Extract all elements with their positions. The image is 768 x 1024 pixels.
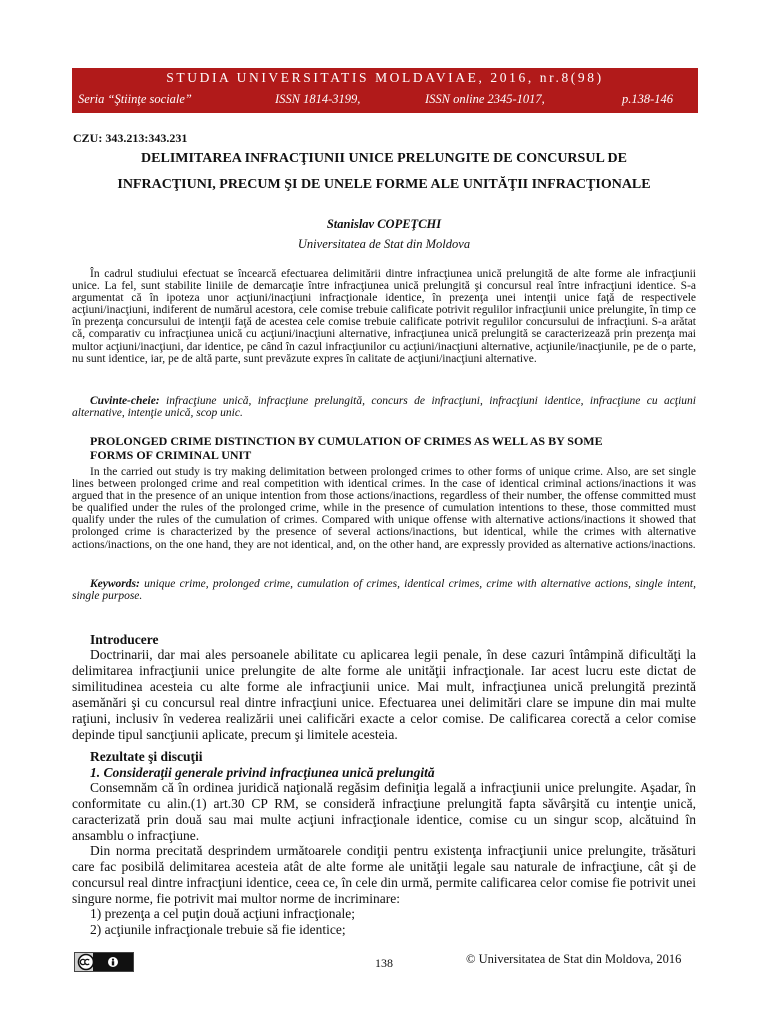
copyright-notice: © Universitatea de Stat din Moldova, 2016 — [466, 952, 682, 966]
keywords-ro-label: Cuvinte-cheie: — [90, 395, 160, 407]
list-item: 2) acţiunile infracţionale trebuie să fie identice; — [90, 922, 346, 937]
abstract-ro: În cadrul studiului efectuat se încearcă efectuarea delimitării dintre infracţiunea unică prelungită de alte forme ale infracţiunii unice. La fel, sunt stabilite liniile de demarcaţie între infracţiunea unică prelungită şi concursul real între infracţiuni identice. S-a argumentat că în ipoteza unor acţiuni/inacţiuni infracţionale identice, în prezenţa unei intenţii unice faţă de respectivele acţiuni/inacţiuni, indiferent de numărul acestora, cele comise trebuie calificate potrivit regulilor infracţiunii unice prelungite, în timp ce în prezenţa concursului de intenţii faţă de acestea cele comise trebuie calificate potrivit regulilor concursului de infracţiuni. S-a arătat că, comparativ cu infracţiunea unică cu acţiuni/inacţiuni alternative, infracţiunea unică prelungită se caracterizează prin prezenţa mai multor acţiuni/inacţiuni, dar identice, pe când în cazul infracţiunilor cu acţiuni/inacţiuni alternative, acţiunile/inacţiunile, pe de o parte, nu sunt identice, iar, pe de altă parte, sunt prevăzute expres în calitate de acţiuni/inacţiuni alternative. — [72, 268, 696, 365]
keywords-ro-text: infracţiune unică, infracţiune prelungită, concurs de infracţiuni, infracţiuni identice, infracţiune cu acţiuni alternative, intenţie unică, scop unic. — [72, 395, 696, 420]
keywords-en-label: Keywords: — [90, 578, 140, 590]
title-en-line-2: FORMS OF CRIMINAL UNIT — [90, 448, 252, 462]
abstract-en: In the carried out study is try making delimitation between prolonged crimes to other forms of unique crime. Also, are set single lines between prolonged crime and real competition with identical crimes. In the case of identical criminal actions/inactions it was argued that in the presence of an unique intention from those actions/inactions, regardless of their number, the offense committed must be qualified under the rules of the prolonged crime, while in the presence of cumulation intentions to these, those committed must qualify under the rules of the cumulation of crimes. Compared with unique offense with alternative actions/inactions it showed that prolonged crime is characterized by the presence of several actions/inactions, but identical, while the crimes with alternative actions/inactions, on the one hand, they are not identical, and, on the other hand, are expressly provided as alternative actions/inactions. — [72, 466, 696, 551]
journal-header-banner — [72, 68, 698, 113]
keywords-en — [72, 578, 696, 602]
issn-label: ISSN 1814-3199, — [275, 92, 361, 106]
intro-heading: Introducere — [90, 632, 159, 647]
journal-title: STUDIA UNIVERSITATIS MOLDAVIAE, 2016, nr.8(98) — [166, 70, 604, 85]
list-item: 1) prezenţa a cel puţin două acţiuni infracţionale; — [90, 906, 356, 921]
intro-paragraph: Doctrinarii, dar mai ales persoanele abilitate cu aplicarea legii penale, în dese cazuri întâmpină dificultăţi la delimitarea infracţiunii unice prelungite de alte forme ale unităţii infracţionale. Iar acest lucru este dictat de similitudinea acesteia cu alte forme ale infracţiunii unice. Mai mult, infracţiunea unică prelungită prezintă asemănări şi cu concursul real dintre infracţiuni unice. Efectuarea unei delimitări clare se impune din mai multe raţiuni, inclusiv în vederea realizării unei calificări exacte a celor comise. De calificarea corectă a celor comise depinde tipul sancţiunii aplicate, precum şi limitele acesteia. — [72, 647, 696, 743]
keywords-ro — [72, 395, 696, 419]
results-paragraph-2: Din norma precitată desprindem următoarele condiţii pentru existenţa infracţiunii unice prelungite, trăsături care fac posibilă delimitarea acesteia atât de alte forme ale unităţii legale sau naturale de infracţiune, cât şi de concursul real dintre infracţiuni identice, ceea ce, în cele din urmă, permite calificarea celor comise fie potrivit unei singure norme, fie potrivit mai multor norme de incriminare: — [72, 843, 696, 907]
results-heading: Rezultate şi discuţii — [90, 749, 203, 764]
results-paragraph-1: Consemnăm că în ordinea juridică naţională regăsim definiţia legală a infracţiunii unice prelungite. Aşadar, în conformitate cu alin.(1) art.30 CP RM, se consideră infracţiune prelungită fapta săvârşită cu intenţie unică, caracterizată prin două sau mai multe acţiuni infracţionale identice, comise cu un singur scop, alcătuind în ansamblu o infracţiune. — [72, 780, 696, 844]
author-affiliation: Universitatea de Stat din Moldova — [297, 237, 471, 251]
page-number: 138 — [375, 956, 393, 970]
author-name: Stanislav COPEŢCHI — [326, 217, 442, 231]
article-title-line-1: DELIMITAREA INFRACŢIUNII UNICE PRELUNGITE DE CONCURSUL DE — [141, 151, 627, 166]
issn-online-label: ISSN online 2345-1017, — [425, 92, 545, 106]
results-subheading: 1. Consideraţii generale privind infracţiunea unică prelungită — [90, 765, 435, 780]
page-range-label: p.138-146 — [622, 92, 674, 106]
czu-code: CZU: 343.213:343.231 — [73, 131, 188, 145]
series-label: Seria “Ştiinţe sociale” — [78, 92, 192, 106]
article-title-line-2: INFRACŢIUNI, PRECUM ŞI DE UNELE FORME ALE UNITĂŢII INFRACŢIONALE — [117, 177, 651, 192]
title-en-line-1: PROLONGED CRIME DISTINCTION BY CUMULATION OF CRIMES AS WELL AS BY SOME — [90, 434, 603, 448]
keywords-en-text: unique crime, prolonged crime, cumulation of crimes, identical crimes, crime with alternative actions, single intent, single purpose. — [72, 578, 697, 603]
